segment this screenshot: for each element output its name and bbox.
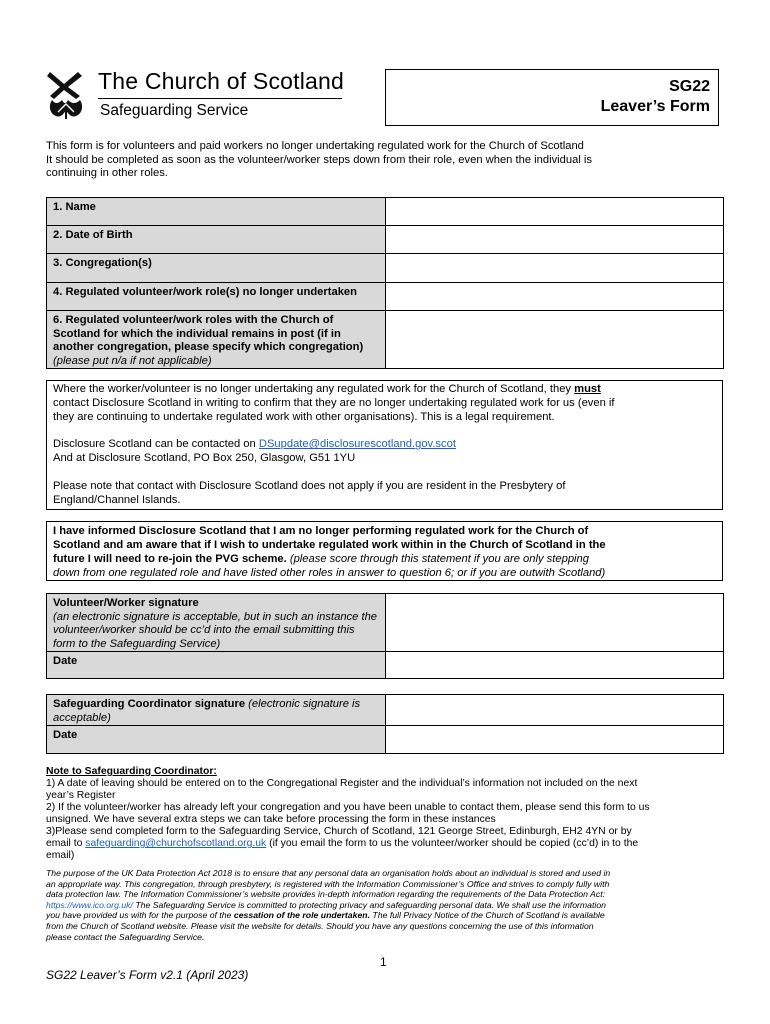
privacy-line: an appropriate way. This congregation, through presbytery, is registered with the Information Commissioner’s Office and strives to comply fully with: [46, 878, 610, 889]
notes-heading: Note to Safeguarding Coordinator:: [46, 766, 217, 777]
privacy-notice: [46, 868, 726, 942]
disclosure-info-box: [46, 380, 723, 510]
roles-remaining-field[interactable]: [386, 311, 724, 369]
congregation-field[interactable]: [386, 254, 724, 283]
details-table: [46, 197, 724, 369]
privacy-line: you have provided us with for the purpose of the: [46, 910, 234, 921]
intro-line: It should be completed as soon as the volunteer/worker steps down from their role, even when the individual is: [46, 153, 593, 166]
contact-text: Disclosure Scotland can be contacted on: [53, 438, 259, 451]
name-field[interactable]: [386, 198, 724, 226]
intro-text: [46, 140, 726, 181]
church-logo-emblem: [46, 70, 86, 120]
coordinator-signature-table: [46, 694, 724, 754]
declaration-note: down from one regulated role and have listed other roles in answer to question 6; or if you are outwith Scotland): [53, 567, 606, 579]
volunteer-date-field[interactable]: [386, 652, 724, 679]
note-item: 3)Please send completed form to the Safeguarding Service, Church of Scotland, 121 George Street, Edinburgh, EH2 4YN or by: [46, 826, 632, 837]
note-item: year’s Register: [46, 790, 116, 801]
volunteer-signature-table: [46, 593, 724, 679]
form-title: Leaver’s Form: [600, 98, 710, 115]
name-label: 1. Name: [47, 198, 386, 226]
disclosure-email-link[interactable]: DSupdate@disclosurescotland.gov.scot: [258, 438, 456, 451]
privacy-line: The purpose of the UK Data Protection Act 2018 is to ensure that any personal data an organisation holds about an individual is stored and used in: [46, 868, 611, 878]
volunteer-date-label: Date: [47, 652, 386, 679]
disclosure-address: And at Disclosure Scotland, PO Box 250, Glasgow, G51 1YU: [53, 452, 356, 465]
organisation-name: The Church of Scotland: [98, 68, 345, 94]
declaration-text: Scotland and am aware that if I wish to undertake regulated work within in the Church of Scotland in the: [53, 539, 606, 551]
privacy-emphasis: cessation of the role undertaken.: [233, 910, 371, 921]
declaration-box: [46, 521, 723, 581]
must-emphasis: must: [574, 383, 601, 395]
roles-ended-label: 4. Regulated volunteer/work role(s) no longer undertaken: [47, 283, 386, 311]
coordinator-signature-note: (electronic signature is acceptable): [53, 698, 361, 724]
page-number: 1: [380, 955, 387, 969]
coordinator-signature-cell: [47, 695, 386, 726]
note-item: 2) If the volunteer/worker has already left your congregation and you have been unable to contact them, please send this form to us: [46, 802, 650, 813]
disclosure-text: Where the worker/volunteer is no longer undertaking any regulated work for the Church of Scotland, they: [53, 383, 575, 395]
safeguarding-email-link[interactable]: safeguarding@churchofscotland.org.uk: [85, 838, 267, 849]
form-title-box: [385, 69, 719, 126]
privacy-line: The Safeguarding Service is committed to protecting privacy and safeguarding personal data. We shall use the information: [132, 899, 607, 910]
privacy-line: from the Church of Scotland website. Please visit the website for details. Should you have any questions concerning the use of this information: [46, 920, 594, 931]
declaration-note: (please score through this statement if you are only stepping: [286, 553, 589, 565]
service-name: Safeguarding Service: [100, 102, 249, 119]
logo-divider: [98, 98, 342, 99]
congregation-label: 3. Congregation(s): [47, 254, 386, 283]
coordinator-signature-field[interactable]: [386, 695, 724, 726]
note-item: (if you email the form to us the volunteer/worker should be copied (cc’d) in to the: [266, 838, 639, 849]
disclosure-text: they are continuing to undertake regulated work with other organisations). This is a legal requirement.: [53, 410, 555, 423]
roles-remaining-note: (please put n/a if not applicable): [53, 354, 212, 367]
note-item: email to: [46, 838, 86, 849]
roles-ended-field[interactable]: [386, 283, 724, 311]
note-item: 1) A date of leaving should be entered on to the Congregational Register and the individual’s information not included on the next: [46, 778, 638, 789]
coordinator-date-field[interactable]: [386, 726, 724, 754]
ico-link[interactable]: https://www.ico.org.uk/: [46, 899, 133, 910]
note-item: email): [46, 850, 75, 861]
presbytery-note: Please note that contact with Disclosure Scotland does not apply if you are resident in the Presbytery of: [53, 479, 566, 492]
volunteer-signature-note: (an electronic signature is acceptable, but in such an instance the volunteer/worker should be cc’d into the email submitting this form to the Safeguarding Service): [53, 610, 378, 650]
roles-remaining-cell: [47, 311, 386, 369]
dob-field[interactable]: [386, 226, 724, 254]
declaration-text: I have informed Disclosure Scotland that I am no longer performing regulated work for the Church of: [53, 525, 589, 537]
presbytery-note: England/Channel Islands.: [53, 493, 181, 506]
volunteer-signature-cell: [47, 594, 386, 652]
footer-version: SG22 Leaver’s Form v2.1 (April 2023): [46, 968, 249, 982]
privacy-line: data protection law. The Information Commissioner’s website provides in-depth information regarding the requirements of the Data Protection Act:: [46, 889, 606, 900]
disclosure-text: contact Disclosure Scotland in writing to confirm that they are no longer undertaking regulated work for us (even if: [53, 396, 615, 409]
coordinator-date-label: Date: [47, 726, 386, 754]
volunteer-signature-field[interactable]: [386, 594, 724, 652]
volunteer-signature-label: Volunteer/Worker signature: [53, 597, 199, 609]
coordinator-signature-label: Safeguarding Coordinator signature: [53, 698, 246, 710]
declaration-text: future I will need to re-join the PVG scheme.: [53, 553, 287, 565]
dob-label: 2. Date of Birth: [47, 226, 386, 254]
roles-remaining-label: 6. Regulated volunteer/work roles with the Church of Scotland for which the individual remains in post (if in another congregation, please specify which congregation): [53, 314, 364, 353]
intro-line: continuing in other roles.: [46, 167, 168, 179]
privacy-line: please contact the Safeguarding Service.: [46, 931, 205, 942]
form-code: SG22: [669, 78, 710, 95]
note-item: unsigned. We have several extra steps we can take before processing the form in these instances: [46, 814, 496, 825]
coordinator-notes: [46, 766, 726, 862]
intro-line: This form is for volunteers and paid workers no longer undertaking regulated work for the Church of Scotland: [46, 140, 584, 152]
privacy-line: The full Privacy Notice of the Church of Scotland is available: [370, 910, 605, 921]
